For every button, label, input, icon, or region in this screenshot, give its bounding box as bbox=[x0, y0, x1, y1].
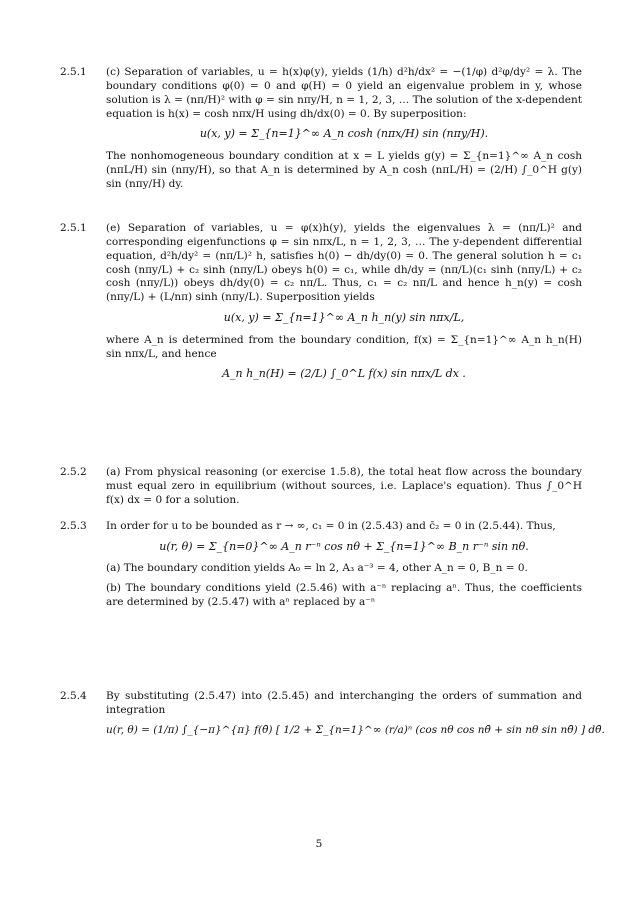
entry-paragraph: (b) The boundary conditions yield (2.5.46) with a⁻ⁿ replacing aⁿ. Thus, the coefficients are determined by (2.5.47) with aⁿ replaced by a⁻ⁿ bbox=[106, 582, 582, 609]
display-equation: u(x, y) = Σ_{n=1}^∞ A_n h_n(y) sin nπx/L, bbox=[223, 311, 465, 325]
entry-paragraph: The nonhomogeneous boundary condition at x = L yields g(y) = Σ_{n=1}^∞ A_n cosh (nπL/H) sin (nπy/H), so that A_n is determined by A_n cosh (nπL/H) = (2/H) ∫_0^H g(y) sin (nπy/H) dy. bbox=[106, 149, 582, 190]
entry-paragraph: By substituting (2.5.47) into (2.5.45) and interchanging the orders of summation and integration bbox=[106, 690, 582, 716]
entry-2-5-3 bbox=[60, 520, 582, 616]
entry-2-5-1-e bbox=[60, 222, 582, 390]
entry-paragraph: (e) Separation of variables, u = φ(x)h(y), yields the eigenvalues λ = (nπ/L)² and corresponding eigenfunctions φ = sin nπx/L, n = 1, 2, 3, … The y-dependent differential equation, d²h/dy² = (nπ/L)² h, satisfies h(0) − dh/dy(0) = 0. The general solution h = c₁ cosh (nπy/L) + c₂ sinh (nπy/L) obeys h(0) = c₁, while dh/dy = (nπ/L)(c₁ sinh (nπy/L) + c₂ cosh (nπy/L)) obeys dh/dy(0) = c₂ nπ/L. Thus, c₁ = c₂ nπ/L and hence h_n(y) = cosh (nπy/L) + (L/nπ) sinh (nπy/L). Superposition yields bbox=[106, 222, 582, 304]
display-equation: u(r, θ) = Σ_{n=0}^∞ A_n r⁻ⁿ cos nθ + Σ_{n=1}^∞ B_n r⁻ⁿ sin nθ. bbox=[159, 539, 529, 553]
entry-paragraph: In order for u to be bounded as r → ∞, c₁ = 0 in (2.5.43) and c̄₂ = 0 in (2.5.44). Thus, bbox=[106, 520, 556, 532]
display-equation: A_n h_n(H) = (2/L) ∫_0^L f(x) sin nπx/L dx . bbox=[222, 367, 466, 381]
entry-number: 2.5.4 bbox=[60, 690, 87, 702]
entry-paragraph: (a) The boundary condition yields A₀ = ln 2, A₃ a⁻³ = 4, other A_n = 0, B_n = 0. bbox=[106, 562, 528, 575]
entry-paragraph: (a) From physical reasoning (or exercise 1.5.8), the total heat flow across the boundary must equal zero in equilibrium (without sources, i.e. Laplace's equation). Thus ∫_0^H f(x) dx = 0 for a solution. bbox=[106, 466, 582, 506]
entry-paragraph: where A_n is determined from the boundary condition, f(x) = Σ_{n=1}^∞ A_n h_n(H) sin nπx/L, and hence bbox=[106, 333, 582, 360]
entry-2-5-2 bbox=[60, 466, 582, 514]
entry-number: 2.5.2 bbox=[60, 466, 87, 478]
entry-2-5-1-c bbox=[60, 66, 582, 198]
display-equation: u(r, θ) = (1/π) ∫_{−π}^{π} f(θ̄) [ 1/2 + Σ_{n=1}^∞ (r/a)ⁿ (cos nθ cos nθ̄ + sin nθ sin nθ̄) ] dθ̄. bbox=[106, 723, 605, 736]
entry-number: 2.5.1 bbox=[60, 66, 87, 78]
page-number: 5 bbox=[315, 838, 323, 850]
entry-number: 2.5.3 bbox=[60, 520, 87, 532]
entry-number: 2.5.1 bbox=[60, 222, 87, 234]
display-equation: u(x, y) = Σ_{n=1}^∞ A_n cosh (nπx/H) sin (nπy/H). bbox=[199, 127, 489, 141]
entry-paragraph: (c) Separation of variables, u = h(x)φ(y), yields (1/h) d²h/dx² = −(1/φ) d²φ/dy² = λ. The boundary conditions φ(0) = 0 and φ(H) = 0 yield an eigenvalue problem in y, whose solution is λ = (nπ/H)² with φ = sin nπy/H, n = 1, 2, 3, … The solution of the x-dependent equation is h(x) = cosh nπx/H using dh/dx(0) = 0. By superposition: bbox=[106, 66, 582, 120]
entry-2-5-4 bbox=[60, 690, 605, 746]
